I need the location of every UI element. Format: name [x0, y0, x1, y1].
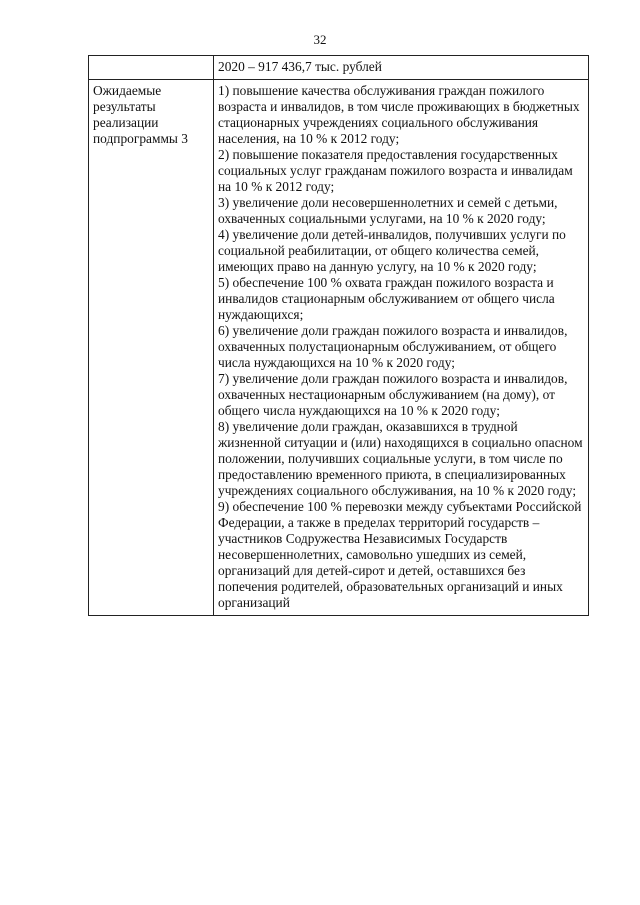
result-item: 2) повышение показателя предоставления государственных социальных услуг гражданам пожилого возраста и инвалидам на 10 % к 2012 году;	[218, 147, 573, 194]
result-item: 1) повышение качества обслуживания граждан пожилого возраста и инвалидов, в том числе проживающих в бюджетных стационарных учреждениях социального обслуживания населения, на 10 % к 2012 году;	[218, 83, 580, 146]
subprogram-table	[88, 55, 589, 616]
result-item: 9) обеспечение 100 % перевозки между субъектами Российской Федерации, а также в пределах территорий государств – участников Содружества Независимых Государств несовершеннолетних, самовольно ушедших из семей, организаций для детей-сирот и детей, оставшихся без попечения родителей, образовательных организаций и иных организаций	[218, 499, 582, 610]
result-item: 6) увеличение доли граждан пожилого возраста и инвалидов, охваченных полустационарным обслуживанием, от общего числа нуждающихся на 10 % к 2020 году;	[218, 323, 568, 370]
results-row	[89, 80, 589, 616]
results-items-cell	[214, 80, 589, 616]
result-item: 5) обеспечение 100 % охвата граждан пожилого возраста и инвалидов стационарным обслуживанием от общего числа нуждающихся;	[218, 275, 555, 322]
result-item: 3) увеличение доли несовершеннолетних и семей с детьми, охваченных социальными услугами, на 10 % к 2020 году;	[218, 195, 558, 226]
results-label-cell: Ожидаемые результаты реализации подпрограммы 3	[89, 80, 214, 616]
funding-row	[89, 56, 589, 80]
funding-label-cell	[89, 56, 214, 80]
result-item: 4) увеличение доли детей-инвалидов, получивших услуги по социальной реабилитации, от общего количества семей, имеющих право на данную услугу, на 10 % к 2020 году;	[218, 227, 566, 274]
funding-value-cell: 2020 – 917 436,7 тыс. рублей	[214, 56, 589, 80]
result-item: 8) увеличение доли граждан, оказавшихся в трудной жизненной ситуации и (или) находящихся в социально опасном положении, получивших социальные услуги, в том числе по предоставлению временного приюта, в специализированных учреждениях социального обслуживания, на 10 % к 2020 году;	[218, 419, 583, 498]
page-number: 32	[313, 32, 327, 47]
result-item: 7) увеличение доли граждан пожилого возраста и инвалидов, охваченных нестационарным обслуживанием (на дому), от общего числа нуждающихся на 10 % к 2020 году;	[218, 371, 568, 418]
